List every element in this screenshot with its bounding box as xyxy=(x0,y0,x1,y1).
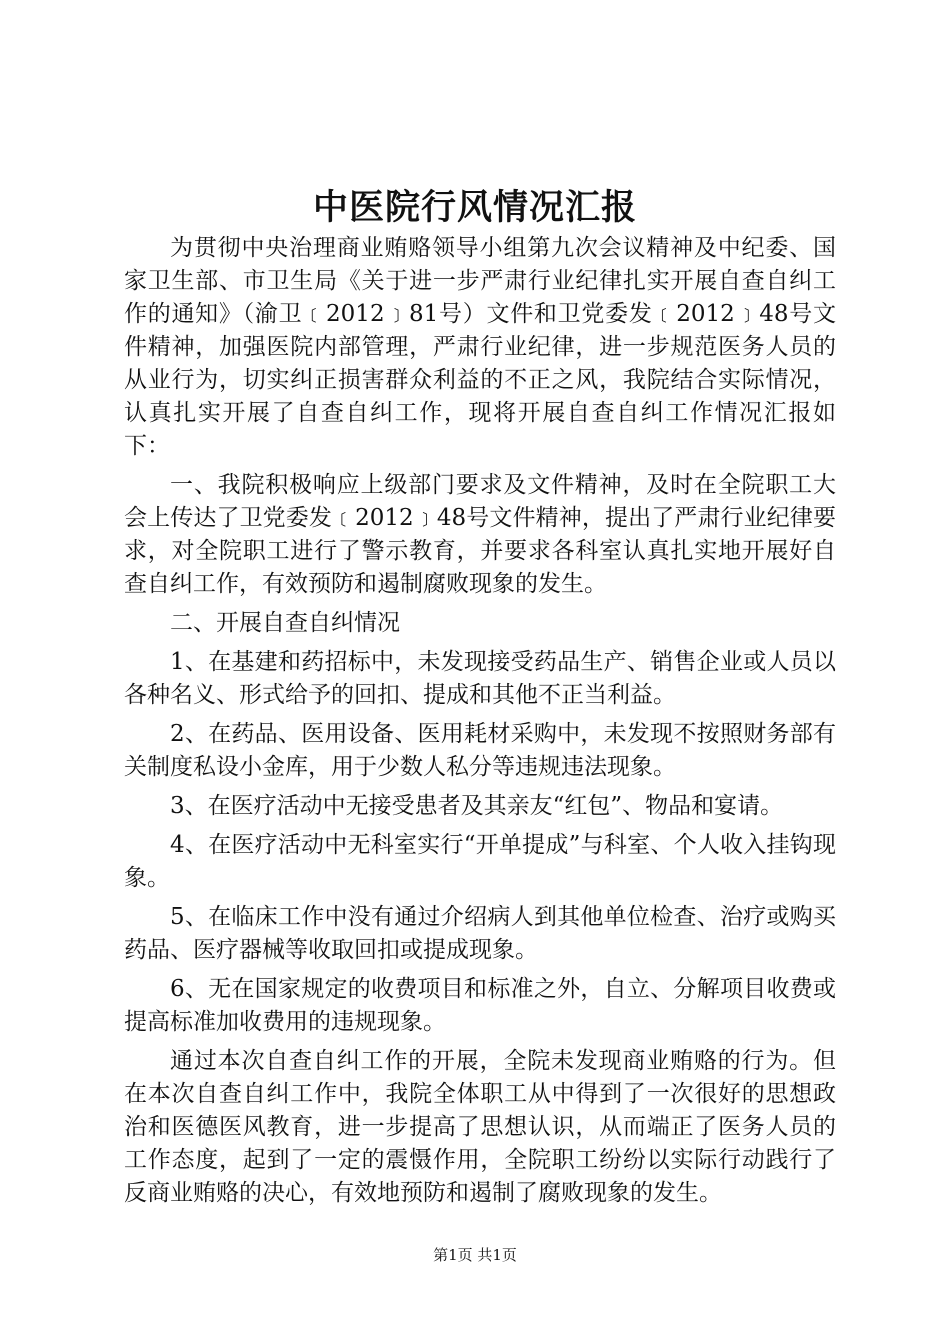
list-item-3: 3、在医疗活动中无接受患者及其亲友“红包”、物品和宴请。 xyxy=(170,793,784,819)
list-item-4: 4、在医疗活动中无科室实行“开单提成”与科室、个人收入挂钩现象。 xyxy=(124,832,836,891)
list-item-1: 1、在基建和药招标中，未发现接受药品生产、销售企业或人员以各种名义、形式给予的回扣、提成和其他不正当利益。 xyxy=(124,649,836,708)
intro-paragraph: 为贯彻中央治理商业贿赂领导小组第九次会议精神及中纪委、国家卫生部、市卫生局《关于进一步严肃行业纪律扎实开展自查自纠工作的通知》（渝卫﹝2012﹞81号）文件和卫党委发﹝2012﹞48号文件精神，加强医院内部管理，严肃行业纪律，进一步规范医务人员的从业行为，切实纠正损害群众利益的不正之风，我院结合实际情况，认真扎实开展了自查自纠工作，现将开展自查自纠工作情况汇报如下： xyxy=(124,235,836,459)
list-item-2: 2、在药品、医用设备、医用耗材采购中，未发现不按照财务部有关制度私设小金库，用于少数人私分等违规违法现象。 xyxy=(124,721,836,780)
list-item-5: 5、在临床工作中没有通过介绍病人到其他单位检查、治疗或购买药品、医疗器械等收取回扣或提成现象。 xyxy=(124,904,836,963)
page-number-footer: 第1页 共1页 xyxy=(433,1246,517,1264)
document-title: 中医院行风情况汇报 xyxy=(312,187,637,228)
conclusion-paragraph: 通过本次自查自纠工作的开展，全院未发现商业贿赂的行为。但在本次自查自纠工作中，我院全体职工从中得到了一次很好的思想政治和医德医风教育，进一步提高了思想认识，从而端正了医务人员的工作态度，起到了一定的震慑作用，全院职工纷纷以实际行动践行了反商业贿赂的决心，有效地预防和遏制了腐败现象的发生。 xyxy=(124,1048,836,1206)
document-body xyxy=(124,232,836,1210)
section-two-heading: 二、开展自查自纠情况 xyxy=(170,610,400,636)
list-item-6: 6、无在国家规定的收费项目和标准之外，自立、分解项目收费或提高标准加收费用的违规现象。 xyxy=(124,976,836,1035)
section-one-paragraph: 一、我院积极响应上级部门要求及文件精神，及时在全院职工大会上传达了卫党委发﹝2012﹞48号文件精神，提出了严肃行业纪律要求，对全院职工进行了警示教育，并要求各科室认真扎实地开展好自查自纠工作，有效预防和遏制腐败现象的发生。 xyxy=(124,472,836,597)
